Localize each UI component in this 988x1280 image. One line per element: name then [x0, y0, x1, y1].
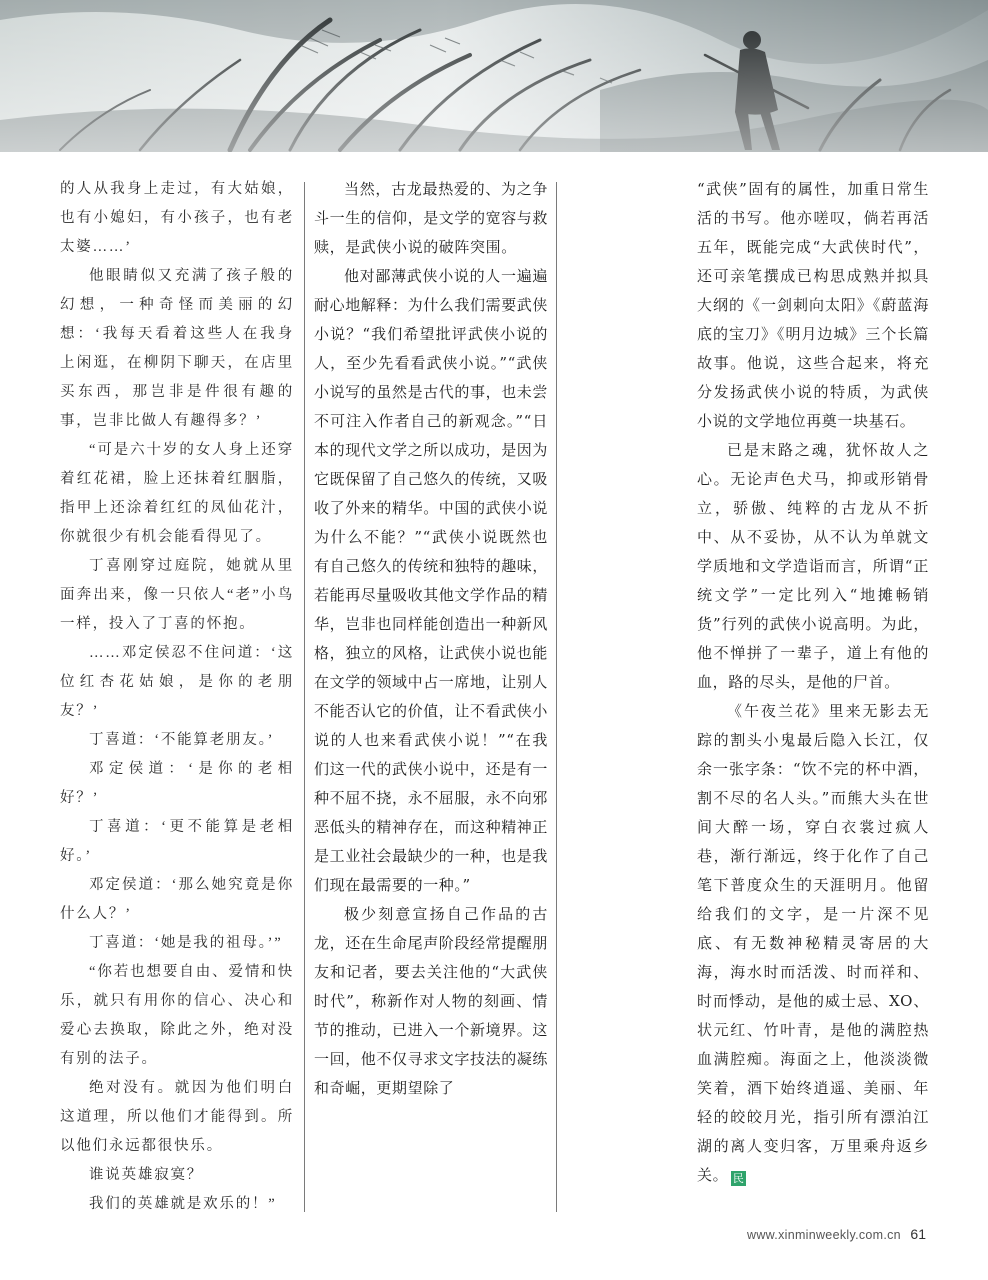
paragraph: 邓定侯道：‘是你的老相好？’	[60, 761, 294, 806]
paragraph: 绝对没有。就因为他们明白这道理，所以他们才能得到。所以他们永远都很快乐。	[60, 1080, 294, 1154]
paragraph: 丁喜道：‘她是我的祖母。’”	[89, 935, 283, 951]
paragraph: 丁喜道：‘不能算老朋友。’	[89, 732, 275, 748]
paragraph: 极少刻意宣扬自己作品的古龙，还在生命尾声阶段经常提醒朋友和记者，要去关注他的“大武侠时代”，称新作对人物的刻画、情节的推动，已进入一个新境界。这一回，他不仅寻求文字技法的凝练和奇崛，更期望除了	[314, 905, 549, 1097]
paragraph: 他眼睛似又充满了孩子般的幻想，一种奇怪而美丽的幻想：‘我每天看着这些人在我身上闲逛，在柳阴下聊天，在店里买东西，那岂非是件很有趣的事，岂非比做人有趣得多？’	[60, 268, 294, 429]
paragraph: “你若也想要自由、爱情和快乐，就只有用你的信心、决心和爱心去换取，除此之外，绝对没有别的法子。	[60, 964, 294, 1067]
column-2	[314, 175, 548, 1103]
column-1	[60, 175, 294, 1219]
paragraph: 我们的英雄就是欢乐的！”	[89, 1196, 277, 1212]
paragraph: 谁说英雄寂寞？	[89, 1167, 204, 1183]
header-ink-painting	[0, 0, 988, 152]
paragraph-text: 《午夜兰花》里来无影去无踪的割头小鬼最后隐入长江，仅余一张字条：“饮不完的杯中酒，割不尽的名人头。”而熊大头在世间大醉一场，穿白衣裳过疯人巷，渐行渐远，终于化作了自己笔下普度众生的天涯明月。他留给我们的文字，是一片深不见底、有无数神秘精灵寄居的大海，海水时而活泼、时而祥和、时而悸动，是他的威士忌、XO、状元红、竹叶青，是他的满腔热血满腔痴。海面之上，他淡淡微笑着，酒下始终逍遥、美丽、年轻的皎皎月光，指引所有漂泊江湖的离人变归客，万里乘舟返乡关。	[697, 702, 929, 1184]
website-url: www.xinminweekly.com.cn	[747, 1228, 901, 1242]
paragraph: 他对鄙薄武侠小说的人一遍遍耐心地解释：为什么我们需要武侠小说？“我们希望批评武侠小说的人，至少先看看武侠小说。”“武侠小说写的虽然是古代的事，也未尝不可注入作者自己的新观念。”“日本的现代文学之所以成功，是因为它既保留了自己悠久的传统，又吸收了外来的精华。中国的武侠小说为什么不能？”“武侠小说既然也有自己悠久的传统和独特的趣味，若能再尽量吸收其他文学作品的精华，岂非也同样能创造出一种新风格，独立的风格，让武侠小说也能在文学的领域中占一席地，让别人不能否认它的价值，让不看武侠小说的人也来看武侠小说！”“在我们这一代的武侠小说中，还是有一种不屈不挠，永不屈服，永不向邪恶低头的精神存在，而这种精神正是工业社会最缺少的一种，也是我们现在最需要的一种。”	[314, 267, 549, 894]
paragraph: 当然，古龙最热爱的、为之争斗一生的信仰，是文学的宽容与救赎，是武侠小说的破阵突围。	[314, 180, 549, 256]
page-footer	[747, 1226, 926, 1242]
paragraph: “可是六十岁的女人身上还穿着红花裙，脸上还抹着红胭脂，指甲上还涂着红红的凤仙花汁，你就很少有机会能看得见了。	[60, 442, 294, 545]
end-mark-icon: 民	[732, 1172, 745, 1185]
paragraph: 丁喜刚穿过庭院，她就从里面奔出来，像一只依人“老”小鸟一样，投入了丁喜的怀抱。	[60, 558, 294, 632]
paragraph: 已是末路之魂，犹怀故人之心。无论声色犬马，抑或形销骨立，骄傲、纯粹的古龙从不折中、从不妥协，从不认为单就文学质地和文学造诣而言，所谓“正统文学”一定比列入“地摊畅销货”行列的武侠小说高明。为此，他不惮拼了一辈子，道上有他的血，路的尽头，是他的尸首。	[697, 441, 929, 691]
paragraph: 丁喜道：‘更不能算是老相好。’	[60, 819, 294, 864]
swordsman-reeds-illustration	[0, 0, 988, 152]
column-divider-right	[556, 182, 557, 1212]
paragraph: 的人从我身上走过，有大姑娘，也有小媳妇，有小孩子，也有老太婆……’	[60, 181, 294, 255]
column-divider-left	[304, 182, 305, 1212]
paragraph: ……邓定侯忍不住问道：‘这位红杏花姑娘，是你的老朋友？’	[60, 645, 294, 719]
paragraph	[697, 697, 929, 1190]
paragraph: “武侠”固有的属性，加重日常生活的书写。他亦嗟叹，倘若再活五年，既能完成“大武侠时代”，还可亲笔撰成已构思成熟并拟具大纲的《一剑刺向太阳》《蔚蓝海底的宝刀》《明月边城》三个长篇故事。他说，这些合起来，将充分发扬武侠小说的特质，为武侠小说的文学地位再奠一块基石。	[697, 180, 929, 430]
page-number: 61	[910, 1226, 926, 1242]
column-3	[697, 175, 929, 1190]
paragraph: 邓定侯道：‘那么她究竟是你什么人？’	[60, 877, 294, 922]
